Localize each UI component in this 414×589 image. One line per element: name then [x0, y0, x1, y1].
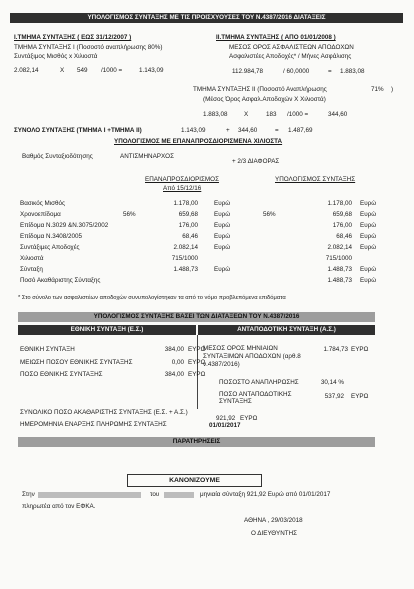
- recalc-row-1-u1: Ευρώ: [214, 211, 231, 218]
- recalc-row-3-label: Επίδομα Ν.3408/2005: [20, 233, 83, 240]
- date-label: ΗΜΕΡΟΜΗΝΙΑ ΕΝΑΡΞΗΣ ΠΛΗΡΩΜΗΣ ΣΥΝΤΑΞΗΣ: [20, 421, 167, 428]
- national-row-1-label: ΜΕΙΩΣΗ ΠΟΣΟΥ ΕΘΝΙΚΗΣ ΣΥΝΤΑΞΗΣ: [20, 359, 133, 366]
- total-eq: =: [275, 127, 279, 134]
- recalc-row-6-v2: 1.488,73: [327, 266, 352, 273]
- part1-line2: Συντάξιμος Μισθός x Χιλιοστά: [14, 53, 98, 60]
- total-v1: 1.143,09: [181, 127, 206, 134]
- contrib-avg-unit: ΕΥΡΩ: [351, 346, 369, 353]
- redacted-name: [38, 492, 141, 498]
- part2b-x: X: [244, 111, 249, 118]
- recalc-row-4-v1: 2.082,14: [173, 244, 198, 251]
- national-row-0-unit: ΕΥΡΩ: [188, 346, 206, 353]
- amount-value: 537,92: [324, 393, 344, 400]
- recalc-row-5-label: Χιλιοστά: [20, 255, 44, 262]
- decision-line2: πληρωτέα από τον ΕΦΚΑ.: [22, 503, 96, 510]
- rate-value: 30,14 %: [320, 379, 344, 386]
- col1-sub: Από 15/12/16: [163, 185, 202, 192]
- recalc-row-0-v1: 1.178,00: [173, 200, 198, 207]
- part2b-v3: /1000 =: [287, 111, 309, 118]
- gross-unit: ΕΥΡΩ: [240, 415, 258, 422]
- recalc-row-4-label: Συντάξιμες Αποδοχές: [20, 244, 80, 251]
- recalc-row-1-v1: 659,68: [178, 211, 198, 218]
- part1-line1: ΤΜΗΜΑ ΣΥΝΤΑΞΗΣ Ι (Ποσοστό αναπλήρωσης 80%): [14, 44, 163, 51]
- part2b-v1: 1.883,08: [203, 111, 228, 118]
- remarks-band: [18, 437, 375, 447]
- recalc-row-5-v1: 715/1000: [171, 255, 198, 262]
- decision-title: ΚΑΝΟΝΙΖΟΥΜΕ: [169, 477, 220, 484]
- part2-line1: ΜΕΣΟΣ ΟΡΟΣ ΑΣΦΑΛΙΣΤΕΩΝ ΑΠΟΔΟΧΩΝ: [229, 44, 354, 51]
- recalc-row-5-v2: 715/1000: [325, 255, 352, 262]
- contrib-avg-label: ΜΕΣΟΣ ΟΡΟΣ ΜΗΝΙΑΙΩΝ ΣΥΝΤΑΞΙΜΩΝ ΑΠΟΔΟΧΩΝ (αρθ.8 ν.4387/2016): [203, 345, 301, 368]
- national-row-2-label: ΠΟΣΟ ΕΘΝΙΚΗΣ ΣΥΝΤΑΞΗΣ: [20, 371, 103, 378]
- rank-value: ΑΝΤΙΣΜΗΝΑΡΧΟΣ: [120, 153, 174, 160]
- recalc-row-4-u2: Ευρώ: [360, 244, 377, 251]
- date-value: 01/01/2017: [209, 422, 241, 429]
- total-label: ΣΥΝΟΛΟ ΣΥΝΤΑΞΗΣ (ΤΜΗΜΑ Ι +ΤΜΗΜΑ ΙΙ): [14, 127, 142, 134]
- new-law-band: [18, 312, 375, 322]
- total-v3: 1.487,69: [288, 127, 313, 134]
- part1-x: X: [60, 67, 65, 74]
- rate-label: ΠΟΣΟΣΤΟ ΑΝΑΠΛΗΡΩΣΗΣ: [219, 379, 299, 386]
- recalc-row-7-u2: Ευρώ: [360, 277, 377, 284]
- part2-v3: =: [328, 68, 332, 75]
- part2-v1: 112.984,78: [232, 68, 264, 75]
- recalc-row-6-v1: 1.488,73: [173, 266, 198, 273]
- recalc-row-1-pct1: 56%: [123, 211, 136, 218]
- contrib-avg-value: 1.784,73: [323, 346, 348, 353]
- national-row-2-value: 384,00: [164, 371, 184, 378]
- recalc-row-1-label: Χρονοεπίδομα: [20, 211, 61, 218]
- part1-v3: /1000 =: [101, 67, 123, 74]
- recalc-row-7-label: Ποσό Ακαθάριστης Σύνταξης: [20, 277, 101, 284]
- recalc-row-3-u1: Ευρώ: [214, 233, 231, 240]
- rank-label: Βαθμός Συνταξιοδότησης: [22, 153, 93, 160]
- recalc-row-0-label: Βασικός Μισθός: [20, 200, 66, 207]
- total-plus: +: [226, 127, 230, 134]
- part2-line2: Ασφαλιστέες Αποδοχές* / Μήνες Ασφάλισης: [229, 53, 352, 60]
- amount-label: ΠΟΣΟ ΑΝΤΑΠΟΔΟΤΙΚΗΣ ΣΥΝΤΑΞΗΣ: [219, 391, 292, 405]
- contrib-title: ΑΝΤΑΠΟΔΟΤΙΚΗ ΣΥΝΤΑΞΗ (Α.Σ.): [237, 326, 336, 333]
- header-band: [10, 13, 403, 23]
- header-title: ΥΠΟΛΟΓΙΣΜΟΣ ΣΥΝΤΑΞΗΣ ΜΕ ΤΙΣ ΠΡΟΙΣΧΥΟΥΣΕΣ ΤΟΥ Ν.4387/2016 ΔΙΑΤΑΞΕΙΣ: [87, 14, 326, 21]
- part2b-v2: 183: [266, 111, 277, 118]
- recalc-row-1-u2: Ευρώ: [360, 211, 377, 218]
- recalc-row-2-label: Επίδομα Ν.3029 &Ν.3075/2002: [20, 222, 109, 229]
- decision-box: [127, 474, 262, 487]
- recalc-row-3-v1: 68,46: [182, 233, 198, 240]
- part1-title: Ι.ΤΜΗΜΑ ΣΥΝΤΑΞΗΣ ( ΕΩΣ 31/12/2007 ): [14, 34, 132, 41]
- decision-line1-b: του: [150, 491, 160, 498]
- part2b-line2: (Μέσος Όρος Ασφαλ.Αποδοχών Χ Χιλιοστά): [203, 96, 326, 103]
- national-row-1-value: 0,00: [171, 359, 184, 366]
- signer: Ο ΔΙΕΥΘΥΝΤΗΣ: [251, 530, 298, 537]
- national-row-0-label: ΕΘΝΙΚΗ ΣΥΝΤΑΞΗ: [20, 346, 75, 353]
- part1-v2: 549: [77, 67, 88, 74]
- recalc-row-0-u1: Ευρώ: [214, 200, 231, 207]
- part2b-close: ): [391, 86, 394, 93]
- new-law-title: ΥΠΟΛΟΓΙΣΜΟΣ ΣΥΝΤΑΞΗΣ ΒΑΣΕΙ ΤΩΝ ΔΙΑΤΑΞΕΩΝ ΤΟΥ Ν.4387/2016: [93, 313, 300, 320]
- recalc-row-1-pct2: 56%: [263, 211, 276, 218]
- national-band: [18, 325, 196, 335]
- recalc-row-0-v2: 1.178,00: [327, 200, 352, 207]
- recalc-row-4-v2: 2.082,14: [327, 244, 352, 251]
- remarks-title: ΠΑΡΑΤΗΡΗΣΕΙΣ: [172, 438, 221, 445]
- amount-unit: ΕΥΡΩ: [351, 393, 369, 400]
- recalc-row-4-u1: Ευρώ: [214, 244, 231, 251]
- part2b-pct: 71%: [371, 86, 384, 93]
- gross-label: ΣΥΝΟΛΙΚΟ ΠΟΣΟ ΑΚΑΘΑΡΙΣΤΗΣ ΣΥΝΤΑΞΗΣ (Ε.Σ. + Α.Σ.): [20, 409, 188, 416]
- part2b-line1: ΤΜΗΜΑ ΣΥΝΤΑΞΗΣ ΙΙ (Ποσοστό Αναπλήρωσης: [193, 86, 327, 93]
- part2-v4: 1.883,08: [340, 68, 365, 75]
- part2-v2: / 60,0000: [283, 68, 310, 75]
- recalc-row-6-label: Σύνταξη: [20, 266, 43, 273]
- recalc-row-2-u2: Ευρώ: [360, 222, 377, 229]
- national-title: ΕΘΝΙΚΗ ΣΥΝΤΑΞΗ (Ε.Σ.): [70, 326, 144, 333]
- recalc-row-2-v2: 176,00: [332, 222, 352, 229]
- decision-line1-c: μηνιαία σύνταξη 921,92 Ευρώ από 01/01/2017: [200, 491, 331, 498]
- national-row-1-unit: ΕΥΡΩ: [188, 359, 206, 366]
- national-row-0-value: 384,00: [164, 346, 184, 353]
- decision-line1-a: Στην: [22, 491, 35, 498]
- contrib-band: [198, 325, 375, 335]
- col1-title: ΕΠΑΝΑΠΡΟΣΔΙΟΡΙΣΜΟΣ: [145, 176, 219, 183]
- col2-title: ΥΠΟΛΟΓΙΣΜΟΣ ΣΥΝΤΑΞΗΣ: [275, 176, 356, 183]
- part2-title: ΙΙ.ΤΜΗΜΑ ΣΥΝΤΑΞΗΣ ( ΑΠΟ 01/01/2008 ): [216, 34, 336, 41]
- recalc-row-2-u1: Ευρώ: [214, 222, 231, 229]
- total-v2: 344,60: [238, 127, 258, 134]
- recalc-row-0-u2: Ευρώ: [360, 200, 377, 207]
- recalc-row-6-u2: Ευρώ: [360, 266, 377, 273]
- recalc-title: ΥΠΟΛΟΓΙΣΜΟΣ ΜΕ ΕΠΑΝΑΠΡΟΣΔΙΟΡΙΣΜΕΝΑ ΧΙΛΙΟΣΤΑ: [114, 138, 283, 145]
- recalc-row-7-v2: 1.488,73: [327, 277, 352, 284]
- recalc-row-2-v1: 176,00: [178, 222, 198, 229]
- part1-v1: 2.082,14: [14, 67, 39, 74]
- place-date: ΑΘΗΝΑ , 29/03/2018: [244, 517, 303, 524]
- recalc-row-6-u1: Ευρώ: [214, 266, 231, 273]
- national-row-2-unit: ΕΥΡΩ: [188, 371, 206, 378]
- rank-extra: + 2/3 ΔΙΑΦΟΡΑΣ: [232, 158, 280, 165]
- part2b-v4: 344,60: [328, 111, 348, 118]
- recalc-row-3-v2: 68,46: [336, 233, 352, 240]
- redacted-father-name: [164, 492, 194, 498]
- recalc-row-1-v2: 659,68: [332, 211, 352, 218]
- gross-value: 921,92: [216, 415, 236, 422]
- recalc-footnote: * Στο σύνολο των ασφαλιστέων αποδοχών συνυπολογίστηκαν τα από το νόμο προβλεπόμενα επιδόματα: [18, 295, 286, 301]
- recalc-row-3-u2: Ευρώ: [360, 233, 377, 240]
- part1-v4: 1.143,09: [139, 67, 164, 74]
